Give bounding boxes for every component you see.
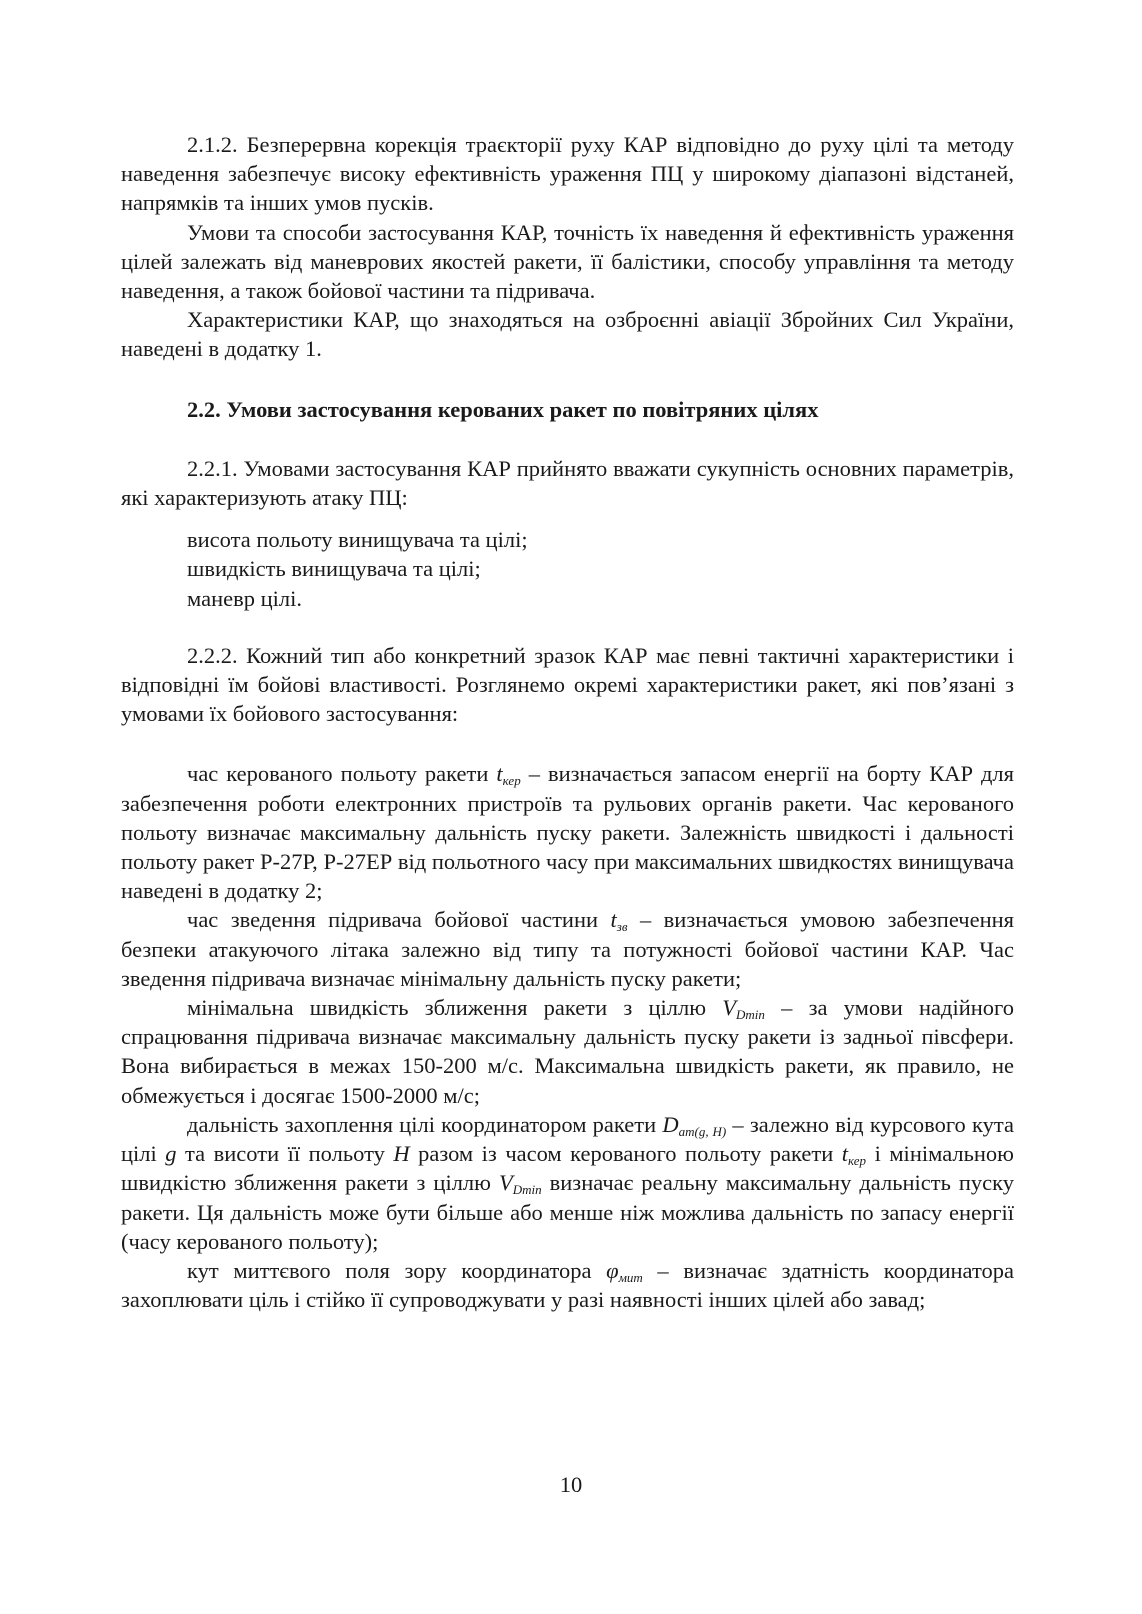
list-item: швидкість винищувача та цілі; [187,556,481,582]
paragraph-guided-flight-time: час керованого польоту ракети $t_{кер}$ – визначається запасом енергії на борту КАР для забезпечення роботи електронних пристроїв та рульових органів ракети. Час керованого польоту визначає максимальну дальність пуску ракети. Залежність швидкості і дальності польоту ракет Р-27Р, Р-27ЕР від польотного часу при максимальних швидкостях винищувача наведені в додатку 2; [121,761,1014,904]
formula-d-at: $D_{ат(g, H)}$ [662,1111,727,1139]
list-item: висота польоту винищувача та цілі; [187,527,528,553]
paragraph-lock-on-range: дальність захоплення цілі координатором ракети $D_{ат(g, H)}$ – залежно від курсового кута цілі g та висоти її польоту H разом із часом керованого польоту ракети $t_{кер}$ і мінімальною швидкістю зближення ракети з ціллю $V_{Dmin}$ визначає реальну максимальну дальність пуску ракети. Ця дальність може бути більше або менше ніж можлива дальність по запасу енергії (часу керованого польоту); [121,1111,1014,1254]
conditions-list [121,525,1014,613]
formula-v-dmin: $V_{Dmin}$ [722,995,765,1023]
paragraph-conditions: Умови та способи застосування КАР, точність їх наведення й ефективність ураження цілей залежать від маневрових якостей ракети, її балістики, способу управління та методу наведення, а також бойової частини та підривача. [121,219,1014,304]
paragraph-2-2-1: 2.2.1. Умовами застосування КАР прийнято вважати сукупність основних параметрів, які характеризують атаку ПЦ: [121,455,1014,511]
paragraph-arming-time: час зведення підривача бойової частини $t_{зв}$ – визначається умовою забезпечення безпеки атакуючого літака залежно від типу та потужності бойової частини КАР. Час зведення підривача визначає мінімальну дальність пуску ракети; [121,907,1014,991]
section-heading: 2.2. Умови застосування керованих ракет по повітряних цілях [187,396,819,422]
paragraph-characteristics: Характеристики КАР, що знаходяться на озброєнні авіації Збройних Сил України, наведені в додатку 1. [121,307,1014,362]
list-item: маневр цілі. [187,585,302,611]
formula-phi-mit: $\varphi_{мит}$ [606,1257,643,1285]
page-number: 10 [559,1472,583,1497]
paragraph-min-closing-speed: мінімальна швидкість зближення ракети з ціллю $V_{Dmin}$ – за умови надійного спрацювання підривача визначає максимальну дальність пуску ракети із задньої півсфери. Вона вибирається в межах 150-200 м/с. Максимальна швидкість ракети, як правило, не обмежується і досягає 1500-2000 м/с; [121,995,1014,1108]
formula-t-ker: $t_{кер}$ [841,1141,867,1169]
paragraph-field-of-view: кут миттєвого поля зору координатора $\varphi_{мит}$ – визначає здатність координатора захоплювати ціль і стійко її супроводжувати у разі наявності інших цілей або завад; [121,1257,1014,1313]
paragraph-2-2-2: 2.2.2. Кожний тип або конкретний зразок КАР має певні тактичні характеристики і відповідні їм бойові властивості. Розглянемо окремі характеристики ракет, які пов’язані з умовами їх бойового застосування: [121,642,1014,727]
formula-h: H [393,1141,410,1167]
formula-t-zv: $t_{зв}$ [610,907,628,935]
formula-t-ker: $t_{кер}$ [496,761,521,789]
body-text [121,130,1014,1314]
formula-g: g [165,1141,177,1167]
formula-v-dmin: $V_{Dmin}$ [498,1170,542,1198]
paragraph-2-1-2: 2.1.2. Безперервна корекція траєкторії руху КАР відповідно до руху цілі та методу наведення забезпечує високу ефективність ураження ПЦ у широкому діапазоні відстаней, напрямків та інших умов пусків. [121,132,1014,216]
